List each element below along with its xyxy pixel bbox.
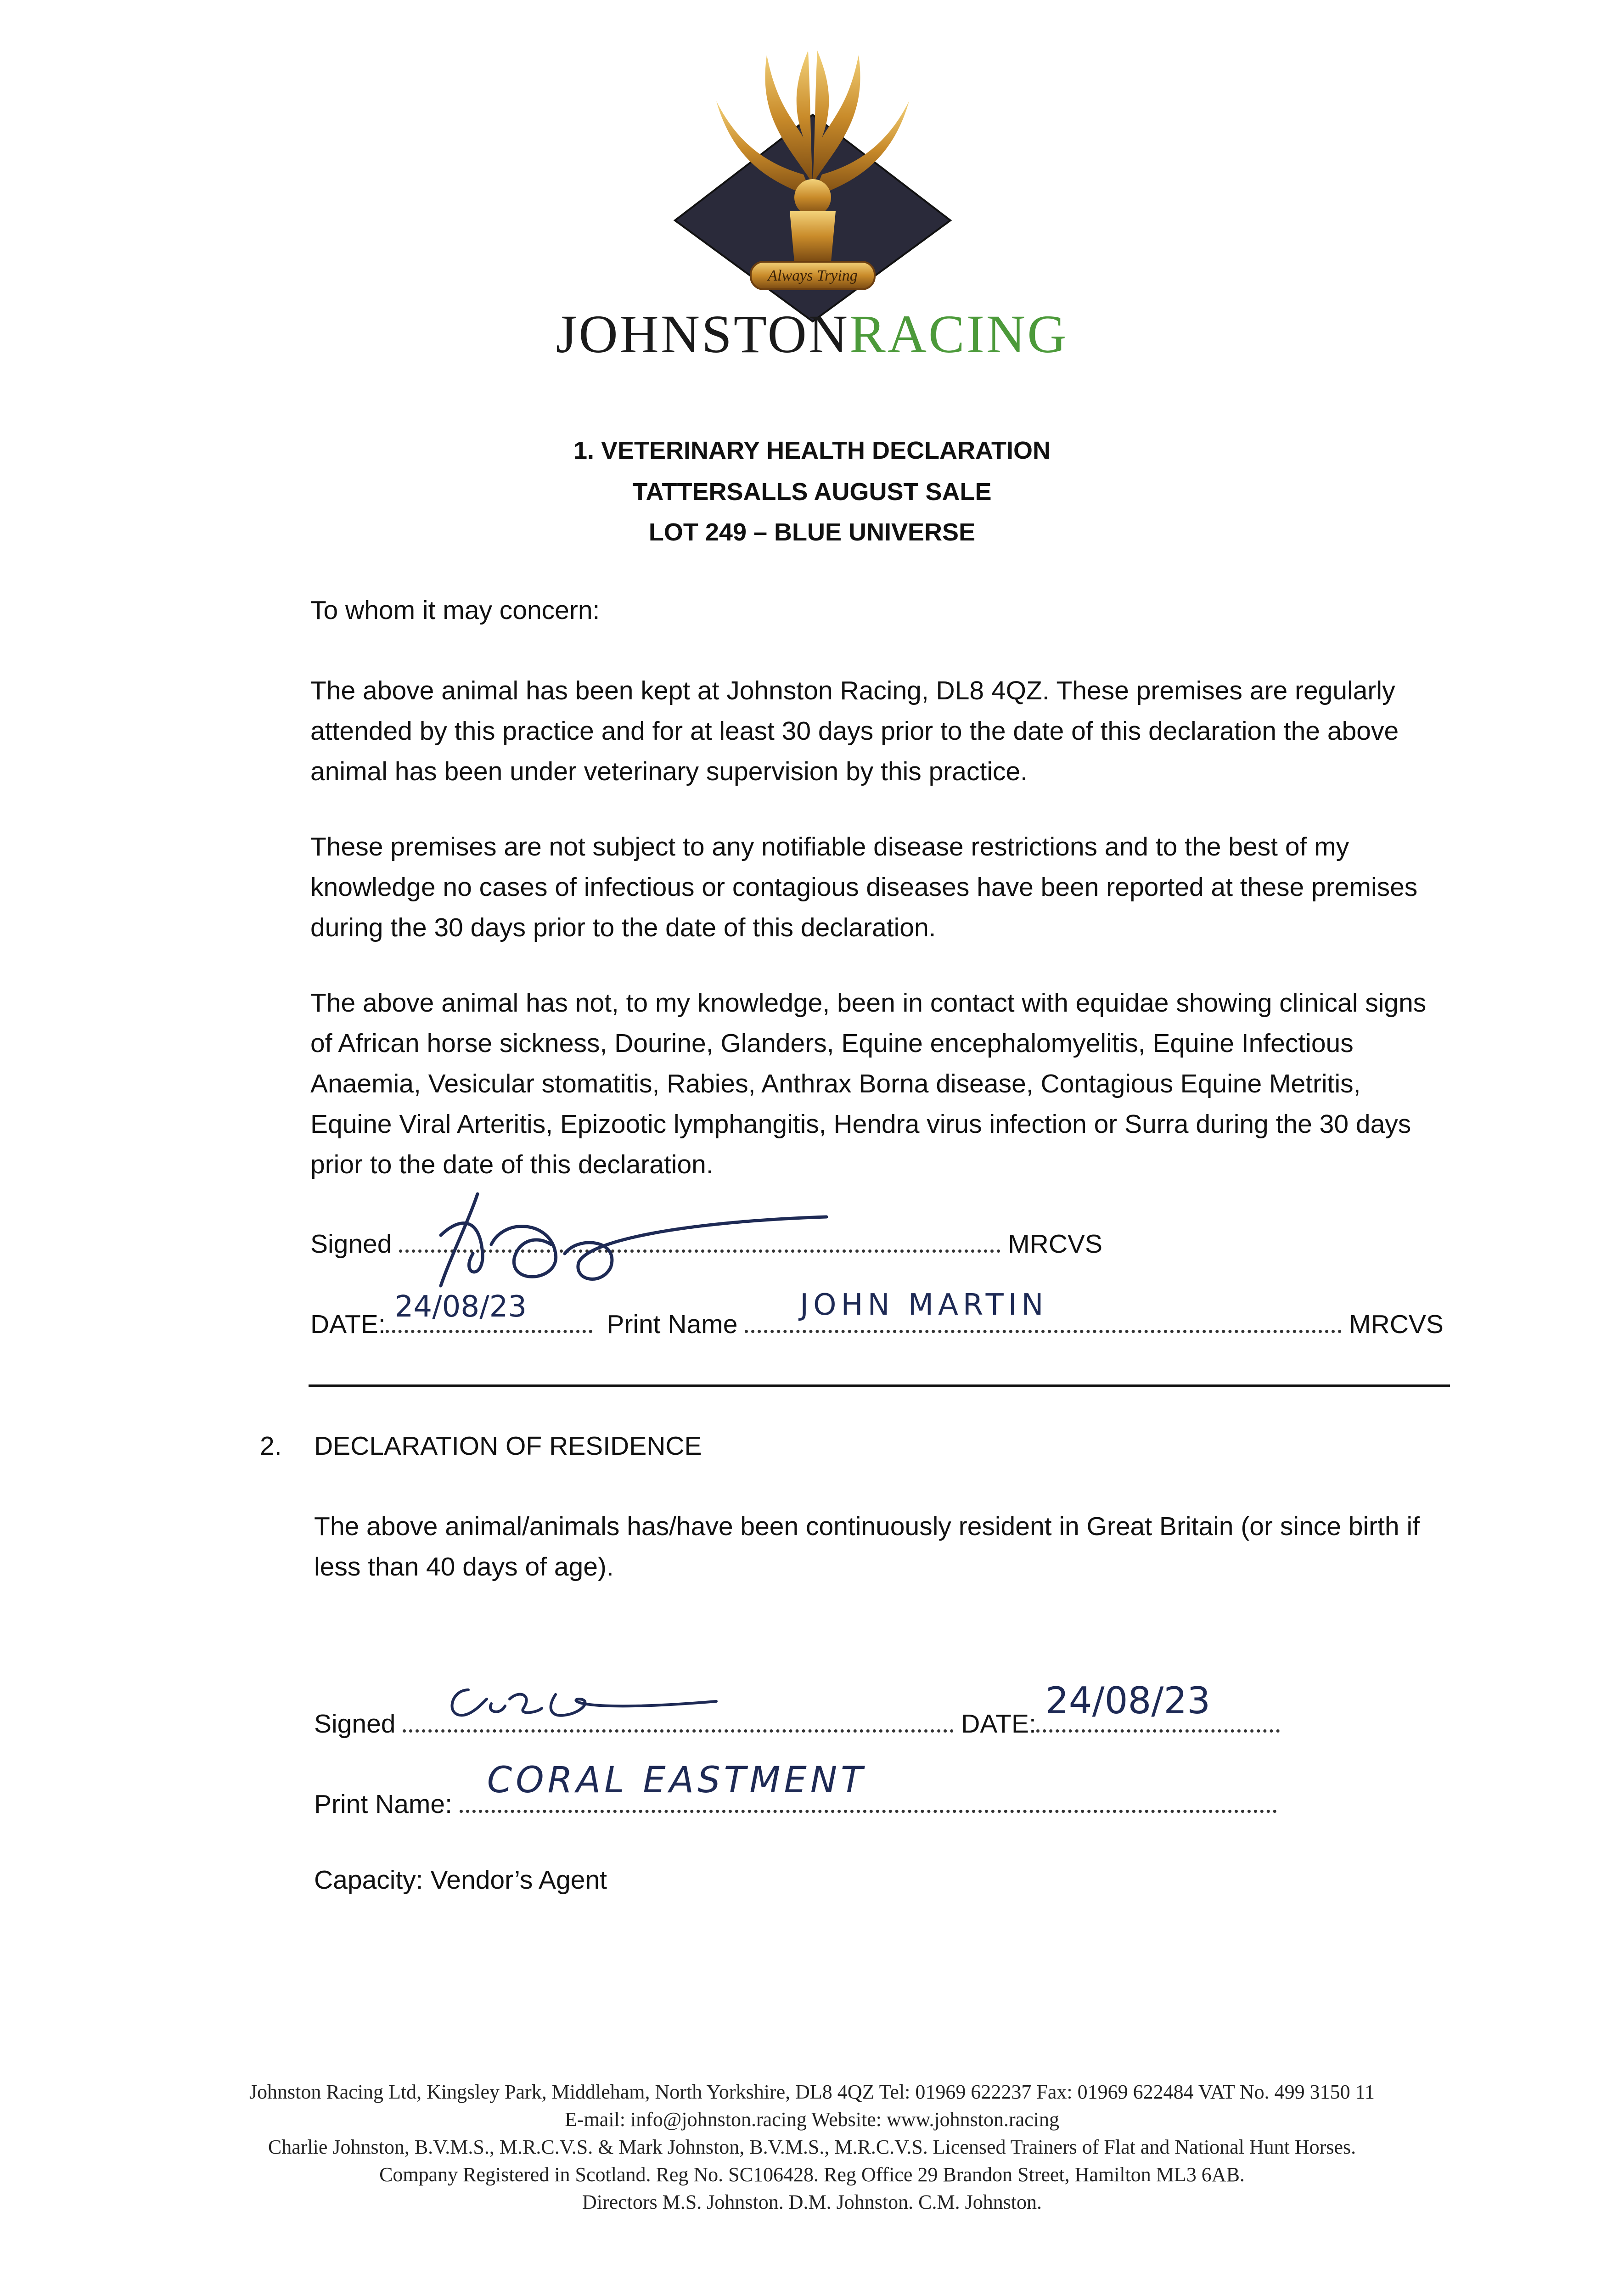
brand-part-johnston: JOHNSTON [556, 304, 850, 364]
heading-lot: LOT 249 – BLUE UNIVERSE [648, 518, 976, 546]
vet-print-mrcvs-suffix: MRCVS [1349, 1310, 1444, 1339]
brand-part-racing: RACING [849, 304, 1068, 364]
logo-motto: Always Trying [768, 267, 858, 284]
residence-paragraph: The above animal/animals has/have been continuously resident in Great Britain (or since birth if less than 40 days of age). [314, 1512, 1420, 1581]
vet-mrcvs-suffix: MRCVS [1008, 1229, 1103, 1259]
footer-trainers: Charlie Johnston, B.V.M.S., M.R.C.V.S. & Mark Johnston, B.V.M.S., M.R.C.V.S. Licensed Trainers of Flat and National Hunt Horses. [268, 2136, 1356, 2158]
agent-print-name-label: Print Name: [314, 1790, 452, 1819]
section2-heading: DECLARATION OF RESIDENCE [314, 1431, 702, 1461]
section2-number: 2. [260, 1431, 282, 1461]
agent-date-label: DATE: [961, 1709, 1036, 1739]
paragraph-contact: The above animal has not, to my knowledge, been in contact with equidae showing clinical signs of African horse sickness, Dourine, Glanders, Equine encephalomyelitis, Equine Infectious Anaemia, Vesicular stomatitis, Rabies, Anthrax Borna disease, Contagious Equine Metritis, Equine Viral Arteritis, Epizootic lymphangitis, Hendra virus infection or Surra during the 30 days prior to the date of this declaration. [310, 988, 1427, 1179]
vet-date-value: 24/08/23 [394, 1290, 527, 1324]
agent-print-name-value: CORAL EASTMENT [487, 1760, 866, 1801]
vet-print-name-value: JOHN MARTIN [800, 1288, 1048, 1322]
agent-date-value: 24/08/23 [1045, 1679, 1211, 1722]
brand-wordmark [0, 303, 1624, 366]
footer-registration: Company Registered in Scotland. Reg No. SC106428. Reg Office 29 Brandon Street, Hamilton ML3 6AB. [379, 2163, 1245, 2186]
johnston-racing-logo [652, 46, 973, 331]
agent-signed-label: Signed [314, 1709, 396, 1739]
footer-address: Johnston Racing Ltd, Kingsley Park, Middleham, North Yorkshire, DL8 4QZ Tel: 01969 622237 Fax: 01969 622484 VAT No. 499 3150 11 [249, 2081, 1375, 2103]
footer-directors: Directors M.S. Johnston. D.M. Johnston. C.M. Johnston. [582, 2191, 1042, 2213]
vet-print-name-label: Print Name [607, 1310, 738, 1339]
vet-date-row [310, 1288, 1444, 1345]
capacity-line: Capacity: Vendor’s Agent [314, 1865, 607, 1895]
vet-signature [413, 1166, 849, 1295]
vet-date-label: DATE: [310, 1310, 386, 1339]
paragraph-restrictions: These premises are not subject to any notifiable disease restrictions and to the best of my knowledge no cases of infectious or contagious diseases have been reported at these premises during the 30 days prior to the date of this declaration. [310, 832, 1418, 942]
paragraph-premises: The above animal has been kept at Johnston Racing, DL8 4QZ. These premises are regularly attended by this practice and for at least 30 days prior to the date of this declaration the above animal has been under veterinary supervision by this practice. [310, 676, 1399, 786]
vet-signed-label: Signed [310, 1229, 392, 1259]
agent-print-row [314, 1760, 1277, 1824]
heading-sale-name: TATTERSALLS AUGUST SALE [632, 478, 992, 506]
salutation: To whom it may concern: [310, 596, 600, 625]
footer-contact: E-mail: info@johnston.racing Website: www.johnston.racing [565, 2108, 1059, 2131]
agent-signature [441, 1671, 725, 1731]
section-divider [309, 1384, 1450, 1387]
heading-veterinary-declaration: 1. VETERINARY HEALTH DECLARATION [573, 437, 1051, 464]
